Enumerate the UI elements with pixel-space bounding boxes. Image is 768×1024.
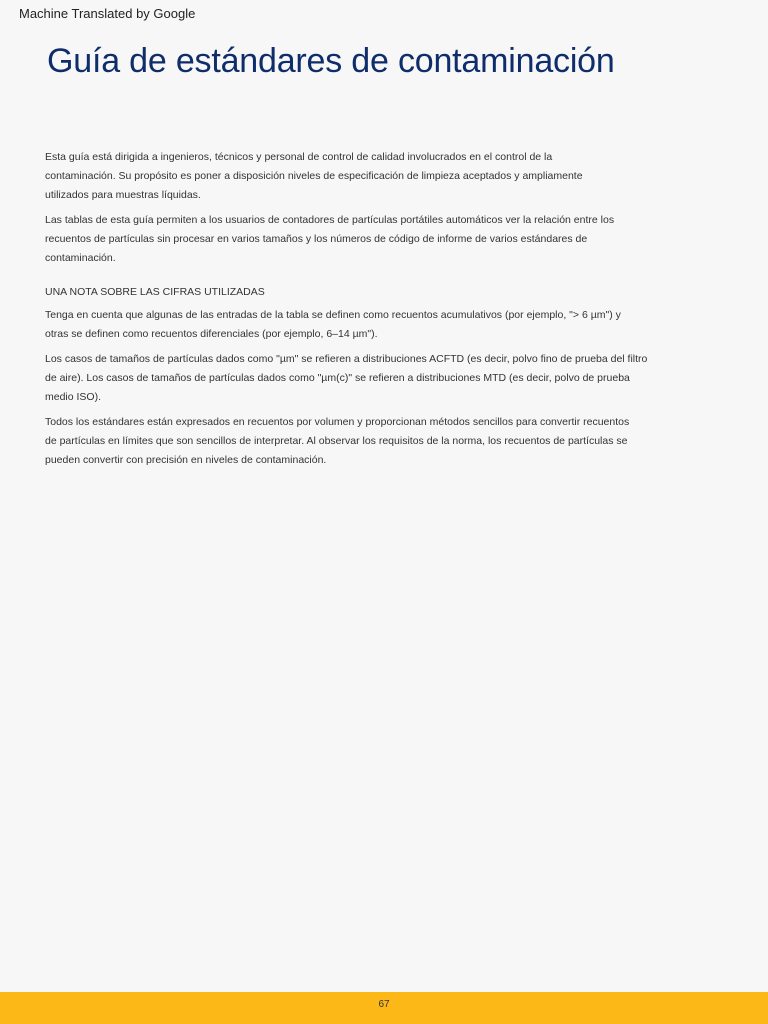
section-heading: UNA NOTA SOBRE LAS CIFRAS UTILIZADAS xyxy=(45,286,265,298)
note-paragraph-1: Tenga en cuenta que algunas de las entradas de la tabla se definen como recuentos acumulativos (por ejemplo, "> 6 µm") y otras se definen como recuentos diferenciales (por ejemplo, 6–14 µm"). xyxy=(45,309,621,340)
intro-paragraph-1: Esta guía está dirigida a ingenieros, técnicos y personal de control de calidad involucrados en el control de la contaminación. Su propósito es poner a disposición niveles de especificación de limpieza aceptados y ampliamente utilizados para muestras líquidas. xyxy=(45,151,583,201)
intro-paragraph-2: Las tablas de esta guía permiten a los usuarios de contadores de partículas portátiles automáticos ver la relación entre los recuentos de partículas sin procesar en varios tamaños y los números de código de informe de varios estándares de contaminación. xyxy=(45,214,615,264)
page-title: Guía de estándares de contaminación xyxy=(47,42,615,80)
page-number: 67 xyxy=(378,999,390,1010)
note-paragraph-3: Todos los estándares están expresados en recuentos por volumen y proporcionan métodos sencillos para convertir recuentos de partículas en límites que son sencillos de interpretar. Al observar los requisitos de la norma, los recuentos de partículas se pueden convertir con precisión en niveles de contaminación. xyxy=(45,416,630,466)
page-footer-bar xyxy=(0,992,768,1024)
note-paragraph-2: Los casos de tamaños de partículas dados como "µm" se refieren a distribuciones ACFTD (es decir, polvo fino de prueba del filtro de aire). Los casos de tamaños de partículas dados como "µm(c)" se refieren a distribuciones MTD (es decir, polvo de prueba medio ISO). xyxy=(45,353,648,403)
machine-translation-banner: Machine Translated by Google xyxy=(19,6,196,21)
document-body xyxy=(45,148,665,476)
